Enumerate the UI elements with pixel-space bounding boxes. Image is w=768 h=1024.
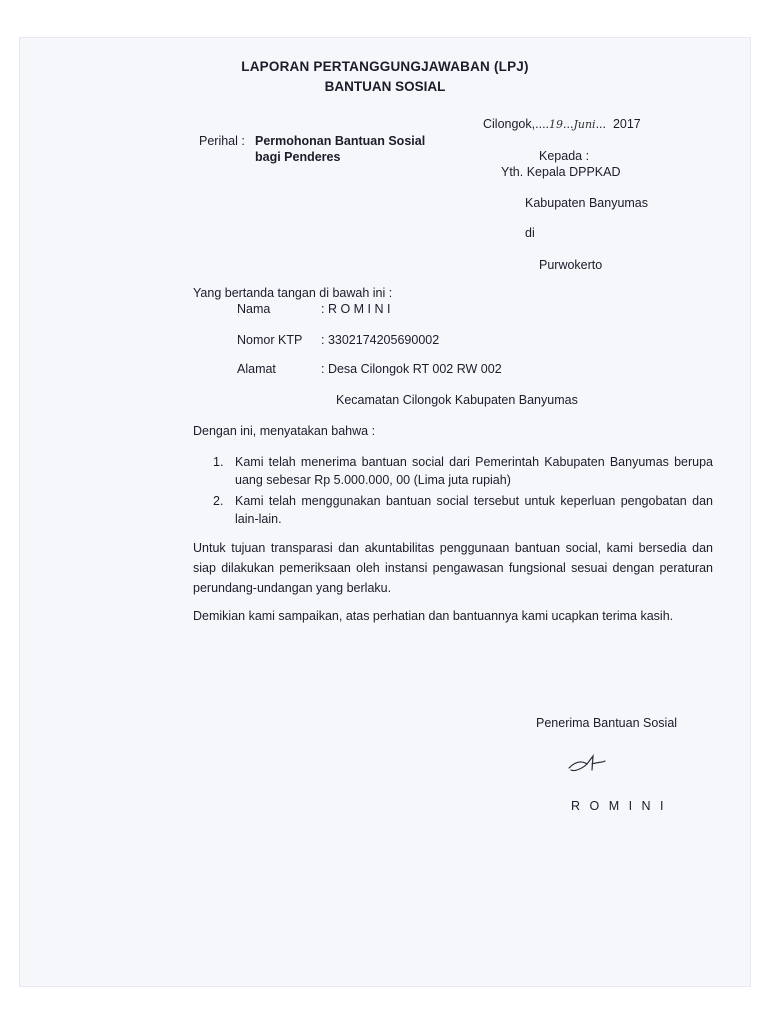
- date-year: 2017: [612, 117, 641, 131]
- paragraph-transparency: Untuk tujuan transparasi dan akuntabilitas penggunaan bantuan social, kami bersedia dan siap dilakukan pemeriksaan oleh instansi pengawasan fungsional sesuai dengan peraturan perundang-undangan yang berlaku.: [193, 541, 713, 595]
- date-day: 19: [549, 118, 564, 131]
- ktp-label: Nomor KTP: [237, 333, 303, 347]
- date-month: Juni: [573, 118, 596, 131]
- intro-text: Yang bertanda tangan di bawah ini :: [193, 286, 393, 300]
- list-item-number: 2.: [213, 494, 224, 508]
- list-item-text: Kami telah menggunakan bantuan social tersebut untuk keperluan pengobatan dan lain-lain.: [235, 494, 713, 526]
- signature-role: Penerima Bantuan Sosial: [536, 716, 678, 730]
- document-subtitle: BANTUAN SOSIAL: [324, 79, 446, 94]
- nama-value: : R O M I N I: [321, 302, 391, 316]
- statement-list: [213, 453, 713, 531]
- date-place: Cilongok,: [483, 117, 536, 131]
- list-item-number: 1.: [213, 455, 224, 469]
- recipient-line1: Yth. Kepala DPPKAD: [501, 165, 621, 179]
- alamat-label: Alamat: [237, 362, 276, 376]
- recipient-kepada: Kepada :: [539, 149, 590, 163]
- paragraph-closing: Demikian kami sampaikan, atas perhatian dan bantuannya kami ucapkan terima kasih.: [193, 609, 674, 623]
- alamat-value: : Desa Cilongok RT 002 RW 002: [321, 362, 502, 376]
- alamat-value-line2: Kecamatan Cilongok Kabupaten Banyumas: [336, 393, 578, 407]
- signature-mark: [565, 750, 615, 780]
- list-item-text: Kami telah menerima bantuan social dari Pemerintah Kabupaten Banyumas berupa uang sebesar Rp 5.000.000, 00 (Lima juta rupiah): [235, 455, 713, 487]
- perihal-line1: Permohonan Bantuan Sosial: [255, 134, 426, 148]
- recipient-line4: Purwokerto: [539, 258, 603, 272]
- signature-name: R O M I N I: [571, 799, 667, 813]
- document-page: [20, 38, 750, 986]
- recipient-line3: di: [525, 226, 535, 240]
- recipient-line2: Kabupaten Banyumas: [525, 196, 649, 210]
- nama-label: Nama: [237, 302, 271, 316]
- list-item: [213, 453, 713, 489]
- document-title: LAPORAN PERTANGGUNGJAWABAN (LPJ): [241, 59, 529, 74]
- perihal-label: Perihal :: [199, 134, 245, 148]
- ktp-value: : 3302174205690002: [321, 333, 440, 347]
- perihal-line2: bagi Penderes: [255, 150, 341, 164]
- list-item: [213, 492, 713, 528]
- date-line: Cilongok,....19...Juni... 2017: [483, 117, 641, 131]
- statement-intro: Dengan ini, menyatakan bahwa :: [193, 424, 376, 438]
